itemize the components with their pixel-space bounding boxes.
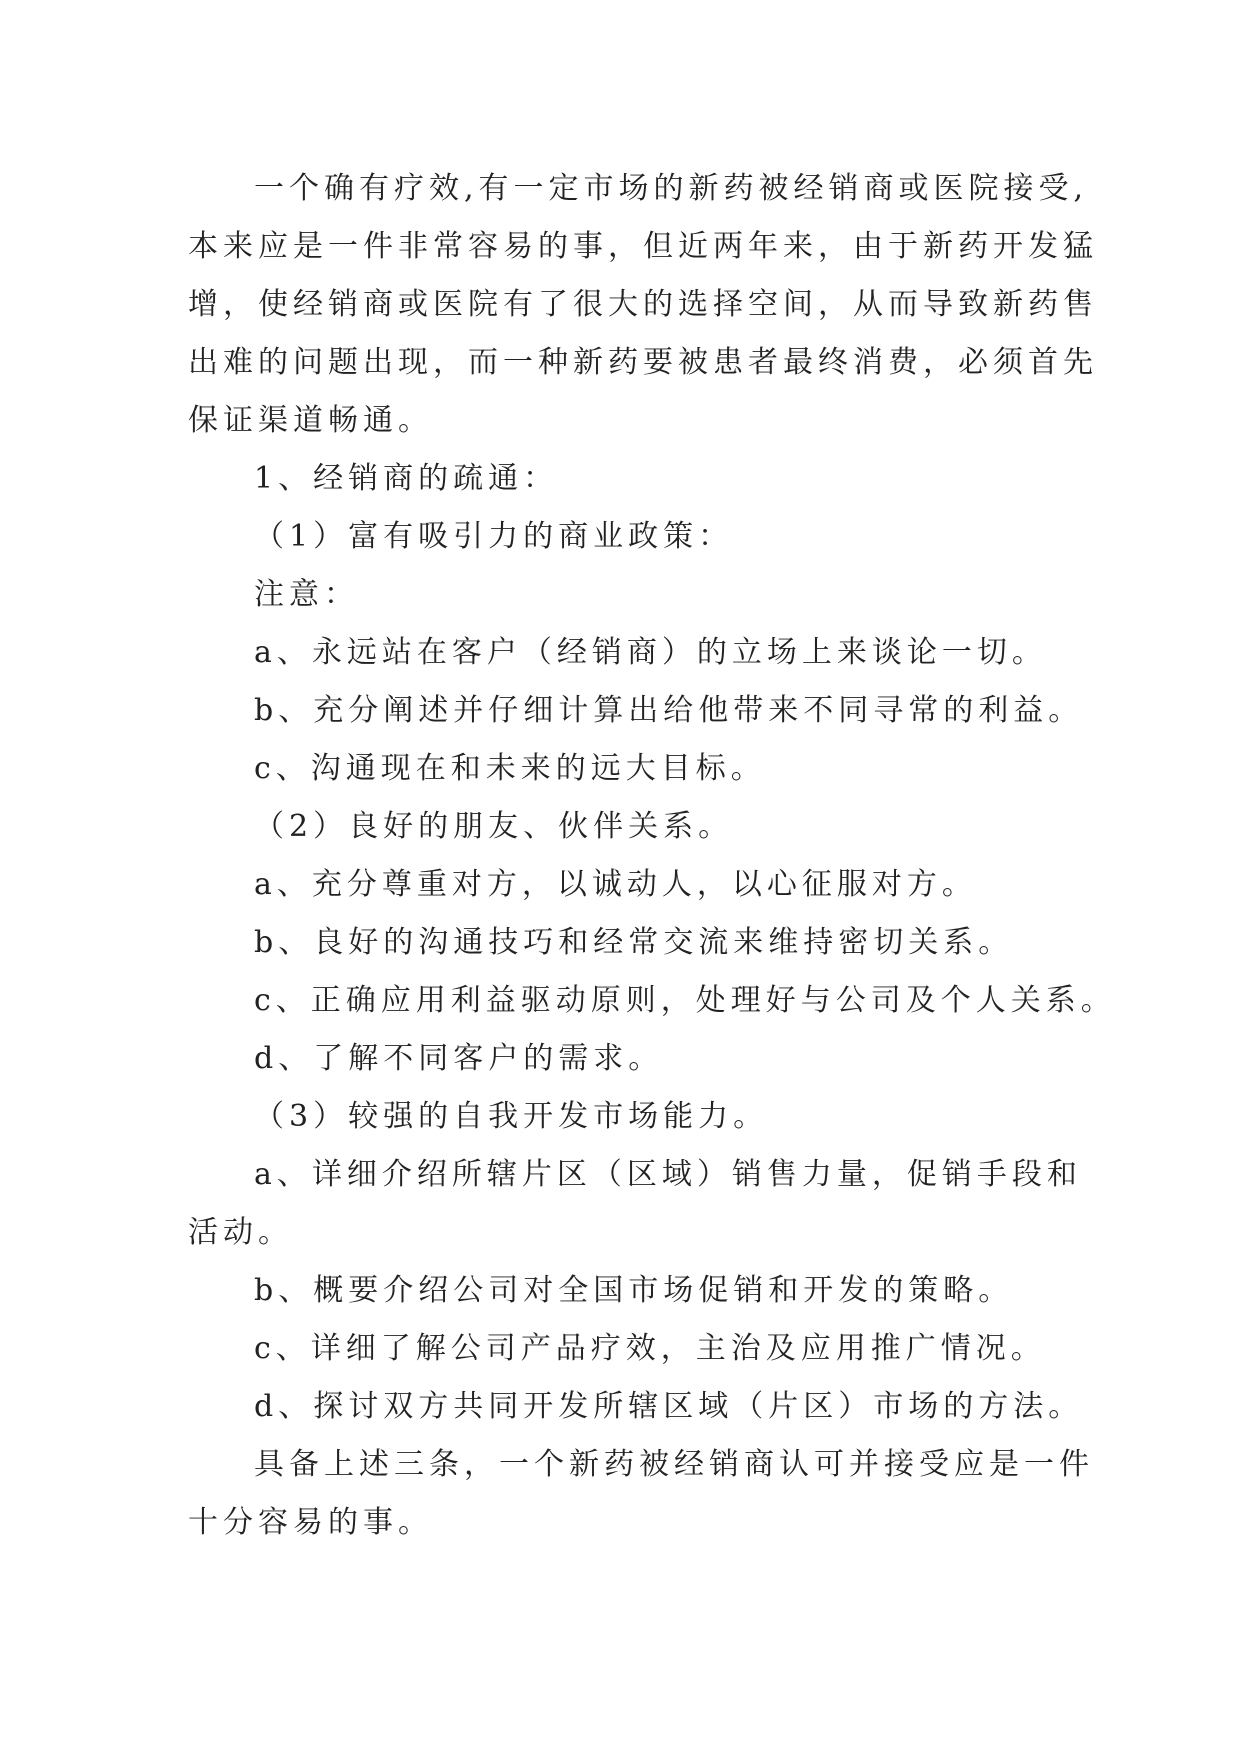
text-line: 出难的问题出现，而一种新药要被患者最终消费，必须首先 bbox=[188, 345, 1098, 380]
text-line: （3）较强的自我开发市场能力。 bbox=[254, 1099, 769, 1134]
text-line: d、了解不同客户的需求。 bbox=[254, 1041, 664, 1076]
text-line: a、永远站在客户（经销商）的立场上来谈论一切。 bbox=[254, 635, 1047, 670]
text-line: 增，使经销商或医院有了很大的选择空间，从而导致新药售 bbox=[188, 287, 1098, 322]
document-body bbox=[188, 160, 1116, 1552]
text-line: 十分容易的事。 bbox=[188, 1505, 433, 1540]
text-line: b、良好的沟通技巧和经常交流来维持密切关系。 bbox=[254, 925, 1014, 960]
text-line: c、正确应用利益驱动原则，处理好与公司及个人关系。 bbox=[254, 983, 1116, 1018]
text-line: 保证渠道畅通。 bbox=[188, 403, 433, 438]
text-line: c、沟通现在和未来的远大目标。 bbox=[254, 751, 766, 786]
text-line: 活动。 bbox=[188, 1215, 293, 1250]
text-line: a、详细介绍所辖片区（区域）销售力量，促销手段和 bbox=[254, 1157, 1082, 1192]
text-line: 一个确有疗效,有一定市场的新药被经销商或医院接受, bbox=[254, 171, 1089, 206]
text-line: b、充分阐述并仔细计算出给他带来不同寻常的利益。 bbox=[254, 693, 1084, 728]
text-line: （1）富有吸引力的商业政策： bbox=[254, 519, 734, 554]
text-line: d、探讨双方共同开发所辖区域（片区）市场的方法。 bbox=[254, 1389, 1084, 1424]
text-line: 1、经销商的疏通： bbox=[254, 461, 559, 496]
text-line: c、详细了解公司产品疗效，主治及应用推广情况。 bbox=[254, 1331, 1046, 1366]
text-line: 本来应是一件非常容易的事，但近两年来，由于新药开发猛 bbox=[188, 229, 1098, 264]
text-line: b、概要介绍公司对全国市场促销和开发的策略。 bbox=[254, 1273, 1014, 1308]
text-line: a、充分尊重对方，以诚动人，以心征服对方。 bbox=[254, 867, 977, 902]
text-line: 具备上述三条，一个新药被经销商认可并接受应是一件 bbox=[254, 1447, 1094, 1482]
text-line: （2）良好的朋友、伙伴关系。 bbox=[254, 809, 734, 844]
text-line: 注意： bbox=[254, 577, 359, 612]
